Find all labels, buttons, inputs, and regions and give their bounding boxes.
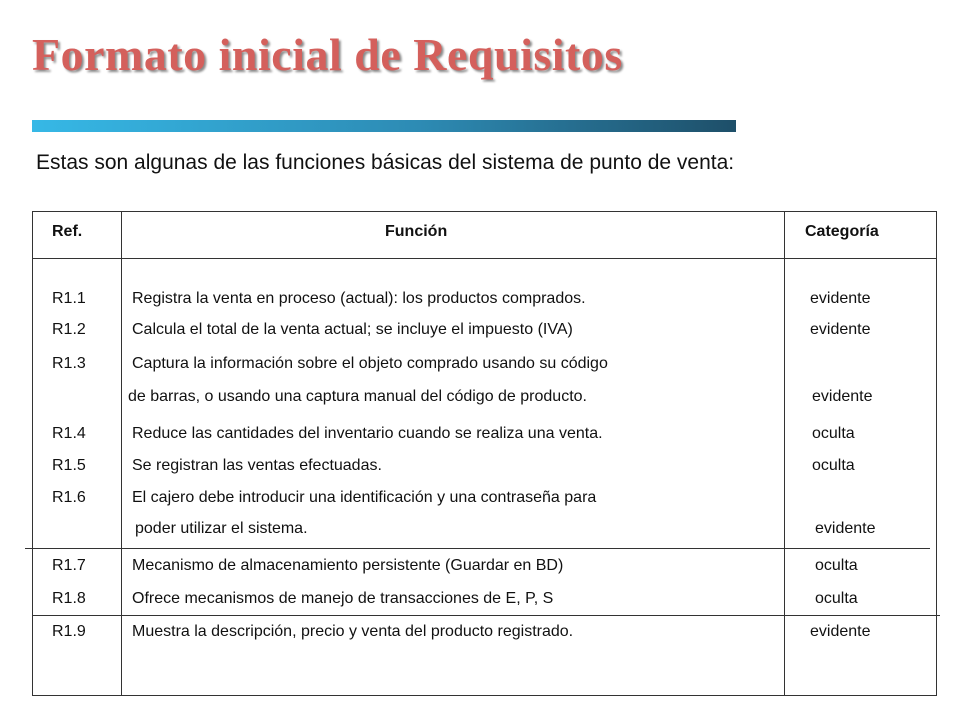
row-ref: R1.1 [52, 290, 86, 307]
header-categoria: Categoría [805, 223, 879, 240]
row-category: oculta [812, 425, 855, 442]
row-ref: R1.2 [52, 321, 86, 338]
row-ref: R1.3 [52, 355, 86, 372]
row-category: oculta [815, 557, 858, 574]
row-function: Mecanismo de almacenamiento persistente (Guardar en BD) [132, 557, 564, 574]
row-category: evidente [810, 290, 871, 307]
row-function: Muestra la descripción, precio y venta del producto registrado. [132, 623, 574, 640]
row-ref: R1.9 [52, 623, 86, 640]
row-category: evidente [815, 520, 876, 537]
row-function-continued: de barras, o usando una captura manual del código de producto. [128, 388, 587, 405]
column-divider-category [784, 211, 785, 696]
row-category: oculta [815, 590, 858, 607]
row-category: evidente [812, 388, 873, 405]
row-function-continued: poder utilizar el sistema. [135, 520, 308, 537]
row-ref: R1.6 [52, 489, 86, 506]
row-divider-r1-8 [32, 615, 940, 616]
row-function: Ofrece mecanismos de manejo de transacciones de E, P, S [132, 590, 554, 607]
intro-text: Estas son algunas de las funciones básicas del sistema de punto de venta: [36, 151, 735, 174]
row-ref: R1.5 [52, 457, 86, 474]
row-function: Reduce las cantidades del inventario cuando se realiza una venta. [132, 425, 603, 442]
row-function: Registra la venta en proceso (actual): los productos comprados. [132, 290, 586, 307]
row-category: oculta [812, 457, 855, 474]
row-ref: R1.4 [52, 425, 86, 442]
header-funcion: Función [385, 223, 448, 240]
row-function: Calcula el total de la venta actual; se incluye el impuesto (IVA) [132, 321, 573, 338]
row-function: El cajero debe introducir una identificación y una contraseña para [132, 489, 597, 506]
title-underline-bar [32, 120, 736, 132]
row-function: Captura la información sobre el objeto comprado usando su código [132, 355, 608, 372]
row-category: evidente [810, 321, 871, 338]
row-divider-r1-6 [25, 548, 930, 549]
row-function: Se registran las ventas efectuadas. [132, 457, 382, 474]
column-divider-ref [121, 211, 122, 696]
row-category: evidente [810, 623, 871, 640]
header-divider [32, 258, 937, 259]
row-ref: R1.8 [52, 590, 86, 607]
header-ref: Ref. [52, 223, 83, 240]
slide-title: Formato inicial de Requisitos [32, 29, 623, 80]
row-ref: R1.7 [52, 557, 86, 574]
